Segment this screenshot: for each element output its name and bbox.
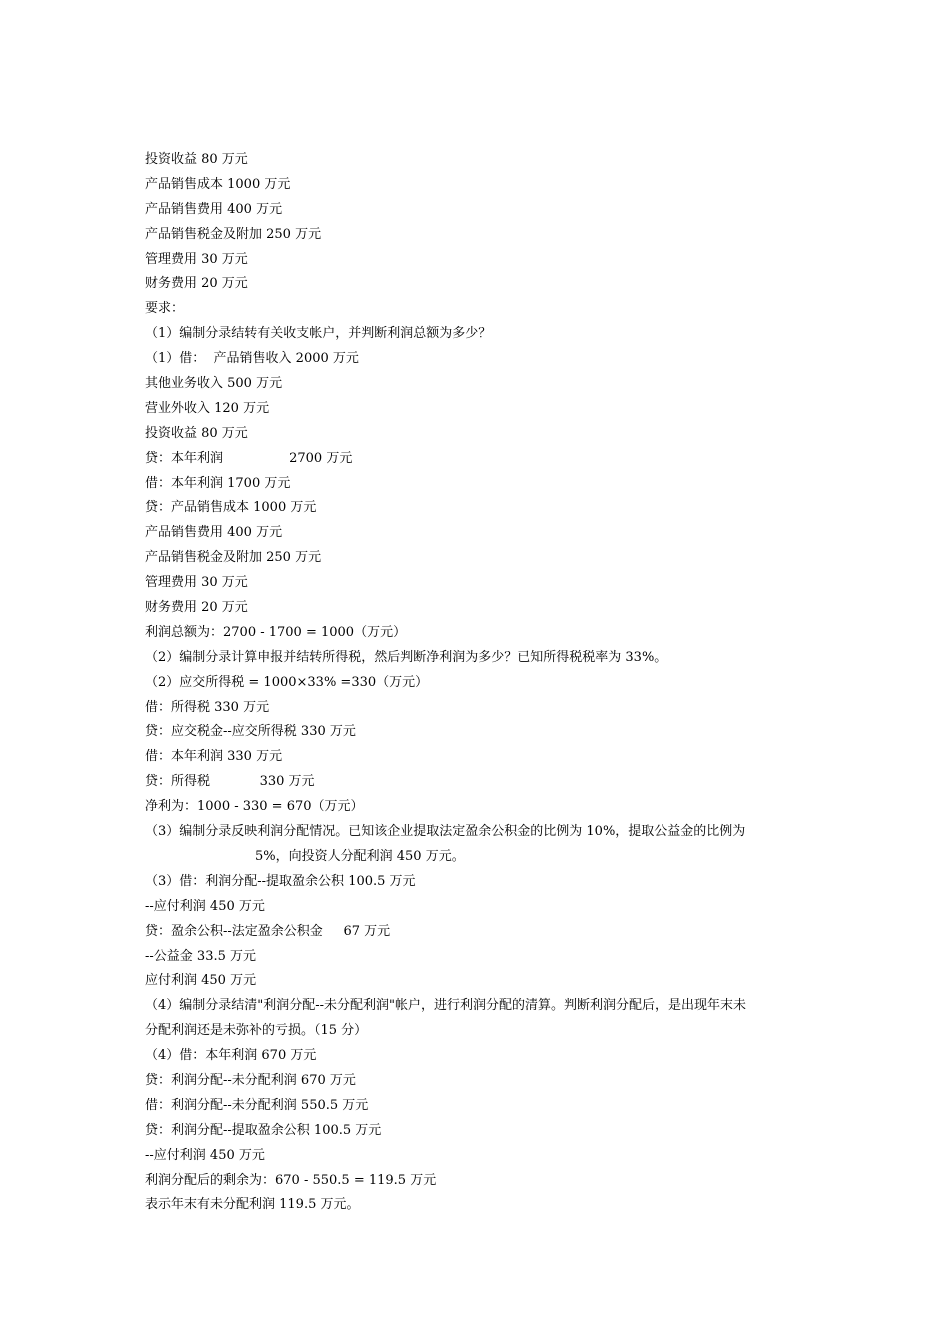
text-line: 管理费用 30 万元 xyxy=(145,251,248,267)
answer-2-result: 净利为：1000 - 330 = 670（万元） xyxy=(145,799,364,815)
answer-4-conclusion: 表示年末有未分配利润 119.5 万元。 xyxy=(145,1197,360,1213)
answer-1-line: 产品销售税金及附加 250 万元 xyxy=(145,550,322,566)
text-line: 产品销售费用 400 万元 xyxy=(145,201,283,217)
answer-1-line: 贷：产品销售成本 1000 万元 xyxy=(145,500,317,516)
answer-2-line: 借：本年利润 330 万元 xyxy=(145,749,283,765)
text-line: 产品销售成本 1000 万元 xyxy=(145,176,291,192)
answer-2-line: 贷：所得税 330 万元 xyxy=(145,774,315,790)
text-line: 财务费用 20 万元 xyxy=(145,276,248,292)
answer-1-line: 管理费用 30 万元 xyxy=(145,575,248,591)
answer-4-result: 利润分配后的剩余为：670 - 550.5 = 119.5 万元 xyxy=(145,1172,437,1188)
answer-2-line: 贷：应交税金--应交所得税 330 万元 xyxy=(145,724,356,740)
answer-3-line: 贷：盈余公积--法定盈余公积金 67 万元 xyxy=(145,923,391,939)
answer-2-line: 借：所得税 330 万元 xyxy=(145,699,270,715)
answer-3-line: --应付利润 450 万元 xyxy=(145,898,265,914)
answer-1-line: 投资收益 80 万元 xyxy=(145,425,248,441)
answer-1-line: 贷：本年利润 2700 万元 xyxy=(145,450,353,466)
answer-1-line: （1）借： 产品销售收入 2000 万元 xyxy=(145,351,359,367)
answer-1-line: 营业外收入 120 万元 xyxy=(145,400,270,416)
answer-3-line: （3）借：利润分配--提取盈余公积 100.5 万元 xyxy=(145,873,416,889)
answer-4-line: --应付利润 450 万元 xyxy=(145,1147,265,1163)
answer-1-line: 其他业务收入 500 万元 xyxy=(145,376,283,392)
question-1: （1）编制分录结转有关收支帐户，并判断利润总额为多少？ xyxy=(145,326,492,342)
document-body xyxy=(145,148,825,1218)
requirements-heading: 要求： xyxy=(145,301,185,317)
answer-4-line: 贷：利润分配--提取盈余公积 100.5 万元 xyxy=(145,1122,382,1138)
answer-4-line: 借：利润分配--未分配利润 550.5 万元 xyxy=(145,1097,369,1113)
answer-1-line: 借：本年利润 1700 万元 xyxy=(145,475,291,491)
answer-4-line: 贷：利润分配--未分配利润 670 万元 xyxy=(145,1072,356,1088)
answer-1-result: 利润总额为：2700 - 1700 = 1000（万元） xyxy=(145,624,407,640)
answer-3-line: 应付利润 450 万元 xyxy=(145,973,257,989)
answer-1-line: 财务费用 20 万元 xyxy=(145,600,248,616)
question-3: （3）编制分录反映利润分配情况。已知该企业提取法定盈余公积金的比例为 10%，提取公益金的比例为 xyxy=(145,824,746,840)
answer-1-line: 产品销售费用 400 万元 xyxy=(145,525,283,541)
answer-2-line: （2）应交所得税 = 1000×33% =330（万元） xyxy=(145,674,429,690)
text-line: 投资收益 80 万元 xyxy=(145,152,248,167)
question-4-continued: 分配利润还是未弥补的亏损。（15 分） xyxy=(145,1023,368,1039)
answer-4-line: （4）借：本年利润 670 万元 xyxy=(145,1048,317,1064)
text-line: 产品销售税金及附加 250 万元 xyxy=(145,226,322,242)
answer-3-line: --公益金 33.5 万元 xyxy=(145,948,256,964)
question-3-continued: 5%，向投资人分配利润 450 万元。 xyxy=(255,848,465,864)
question-4: （4）编制分录结清"利润分配--未分配利润"帐户，进行利润分配的清算。判断利润分配后，是出现年末未 xyxy=(145,998,747,1014)
question-2: （2）编制分录计算申报并结转所得税，然后判断净利润为多少？已知所得税税率为 33%。 xyxy=(145,649,668,665)
